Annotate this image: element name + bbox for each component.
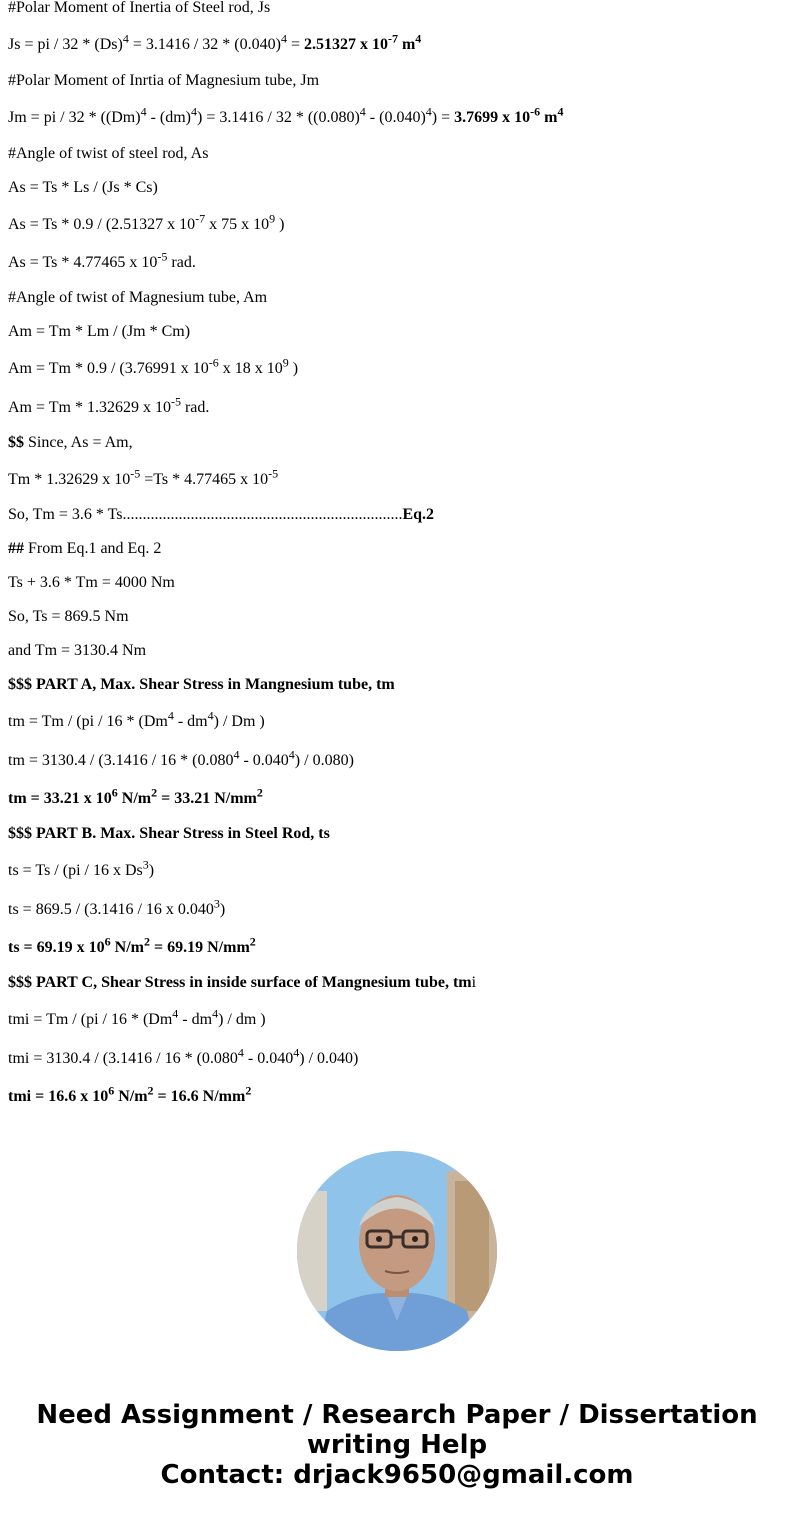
- text-line: $$$ PART C, Shear Stress in inside surface of Mangnesium tube, tmi: [8, 974, 477, 991]
- text-line: #Polar Moment of Inrtia of Magnesium tube, Jm: [8, 72, 320, 89]
- text-line: As = Ts * 0.9 / (2.51327 x $10^{-7}$ x 75 x $10^9$ ): [8, 211, 285, 233]
- author-photo: [297, 1151, 497, 1351]
- text-line: tmi = 3130.4 / (3.1416 / 16 * (0.080$^4$ - 0.040$^4$) / 0.040): [8, 1045, 359, 1067]
- text-line: $$$ PART A, Max. Shear Stress in Mangnesium tube, tm: [8, 676, 395, 693]
- text-line: ts = Ts / (pi / 16 x Ds$^3$): [8, 857, 155, 879]
- text-line: Am = Tm * Lm / (Jm * Cm): [8, 323, 191, 340]
- text-line: As = Ts * Ls / (Js * Cs): [8, 179, 158, 196]
- text-line: and Tm = 3130.4 Nm: [8, 642, 147, 659]
- text-line: tmi = 16.6 x $10^6$ $N/m^2 = 16.6$ $N/mm^2$: [8, 1083, 252, 1105]
- banner-contact: Contact: drjack9650@gmail.com: [160, 1460, 634, 1490]
- text-line: $$ Since, As = Am,: [8, 434, 133, 451]
- text-line: So, Ts = 869.5 Nm: [8, 608, 129, 625]
- banner-line-2: writing Help: [306, 1430, 488, 1460]
- text-line: tm = 33.21 x $10^6$ $N/m^2 = 33.21$ $N/mm^2$: [8, 785, 263, 807]
- text-line: ts = 69.19 x $10^6$ $N/m^2 = 69.19$ $N/mm^2$: [8, 934, 256, 956]
- author-avatar: [297, 1151, 497, 1351]
- text-line: $$$ PART B. Max. Shear Stress in Steel Rod, ts: [8, 825, 330, 842]
- text-line: Ts + 3.6 * Tm = 4000 Nm: [8, 574, 175, 591]
- text-line: ## From Eq.1 and Eq. 2: [8, 540, 162, 557]
- text-line: #Angle of twist of Magnesium tube, Am: [8, 289, 268, 306]
- text-line: tm = Tm / ($pi / 16 * (Dm^4 - dm^4)$ / Dm ): [8, 708, 265, 730]
- text-line: #Polar Moment of Inertia of Steel rod, Js: [8, 0, 271, 16]
- text-line: #Angle of twist of steel rod, As: [8, 145, 209, 162]
- banner-line-1: Need Assignment / Research Paper / Dissertation: [36, 1400, 758, 1430]
- text-line: tmi = Tm / ($pi / 16 * (Dm^4 - dm^4)$ / dm ): [8, 1006, 266, 1028]
- contact-banner: [0, 1400, 794, 1490]
- text-line: So, Tm = 3.6 * Ts......................................................................Eq.2: [8, 506, 435, 523]
- text-line: Jm = pi / $32 * ((Dm)^4 - (dm)^4) = 3.1416 / 32 * ((0.080)^4 - (0.040)^4) = 3.7699$ x $10^{-6}$ $m^4$: [8, 104, 564, 126]
- text-line: tm = 3130.4 / (3.1416 / 16 * (0.080$^4$ - 0.040$^4$) / 0.080): [8, 747, 354, 769]
- text-line: Am = Tm * 0.9 / (3.76991 x $10^{-6}$ x 18 x $10^9$ ): [8, 355, 299, 377]
- text-line: As = Ts * 4.77465 x $10^{-5}$ rad.: [8, 249, 196, 271]
- text-line: Tm * 1.32629 x $10^{-5} =Ts * 4.77465$ x $10^{-5}$: [8, 466, 279, 488]
- text-line: Js = pi / $32 * (Ds)^4 = 3.1416 / 32 * (0.040)^4 = 2.51327$ x $10^{-7}$ $m^4$: [8, 31, 422, 53]
- text-line: ts = 869.5 / (3.1416 / 16 x 0.040$^3$): [8, 896, 226, 918]
- text-line: Am = Tm * 1.32629 x $10^{-5}$ rad.: [8, 394, 210, 416]
